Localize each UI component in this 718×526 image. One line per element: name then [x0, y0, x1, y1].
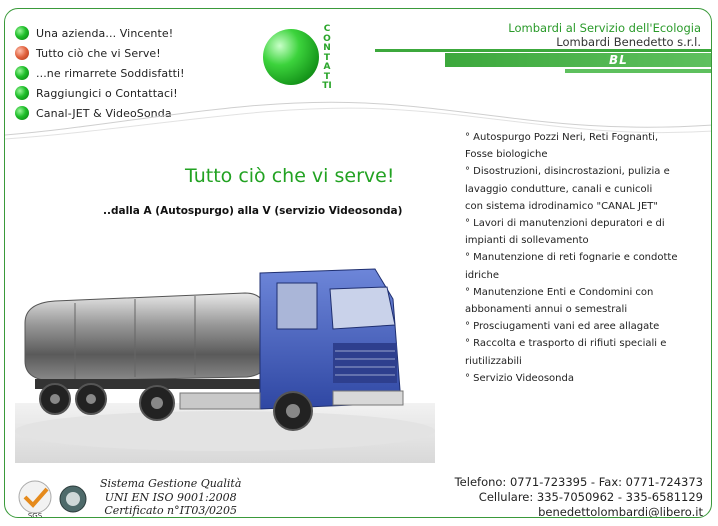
certification-logos — [15, 477, 95, 518]
menu-item-label: Raggiungici o Contattaci! — [36, 86, 178, 100]
service-line: ° Manutenzione Enti e Condomini con — [465, 286, 654, 298]
green-bullet-icon — [15, 66, 29, 80]
menu-item-soddisfatti[interactable] — [15, 63, 185, 83]
service-line: con sistema idrodinamico "CANAL JET" — [465, 200, 658, 212]
service-line: ° Lavori di manutenzioni depuratori e di — [465, 218, 665, 230]
header-stripe — [565, 69, 711, 73]
service-line: ° Raccolta e trasporto di rifiuti speciali e — [465, 338, 667, 350]
contatti-link[interactable]: CONTATTI — [322, 24, 332, 91]
sgs-logo-text: SGS — [27, 512, 43, 520]
green-sphere-logo — [263, 29, 319, 85]
page-headline: Tutto ciò che vi serve! — [185, 165, 395, 187]
page-frame — [4, 8, 712, 518]
cert-line: UNI EN ISO 9001:2008 — [104, 490, 237, 504]
certification-text — [100, 477, 241, 518]
service-line: ° Manutenzione di reti fognarie e condotte — [465, 252, 678, 264]
logo-band — [445, 53, 711, 67]
red-bullet-icon — [15, 46, 29, 60]
service-line: abbonamenti annui o semestrali — [465, 304, 628, 316]
service-line: ° Disostruzioni, disincrostazioni, pulizia e — [465, 166, 670, 178]
service-line: ° Prosciugamenti vani ed aree allagate — [465, 321, 660, 333]
header-subtitle: Lombardi Benedetto s.r.l. — [556, 35, 701, 49]
service-line: impianti di sollevamento — [465, 235, 589, 247]
cert-line: Certificato n°IT03/0205 — [104, 504, 238, 517]
menu-item-servizi[interactable] — [15, 43, 185, 63]
bl-logo: BL — [609, 53, 628, 67]
menu-item-azienda[interactable] — [15, 23, 185, 43]
phone-fax: Telefono: 0771-723395 - Fax: 0771-724373 — [454, 475, 703, 489]
menu-item-label: Canal-JET & VideoSonda — [36, 106, 172, 120]
menu-item-label: ...ne rimarrete Soddisfatti! — [36, 66, 185, 80]
green-bullet-icon — [15, 26, 29, 40]
header-title: Lombardi al Servizio dell'Ecologia — [508, 21, 701, 35]
page-subline: ..dalla A (Autospurgo) alla V (servizio Videosonda) — [103, 205, 403, 217]
service-line: ° Autospurgo Pozzi Neri, Reti Fognanti, — [465, 132, 659, 143]
menu-item-label: Tutto ciò che vi Serve! — [36, 46, 161, 60]
header-stripe — [375, 49, 711, 52]
service-line: lavaggio condutture, canali e cunicoli — [465, 183, 653, 195]
contact-info — [455, 475, 703, 518]
service-line: riutilizzabili — [465, 355, 522, 367]
menu-item-label: Una azienda... Vincente! — [36, 26, 174, 40]
mobile-phones: Cellulare: 335-7050962 - 335-6581129 — [478, 490, 703, 504]
cert-line: Sistema Gestione Qualità — [100, 477, 242, 490]
tanker-truck-image — [15, 253, 435, 463]
email-link[interactable]: benedettolombardi@libero.it — [538, 505, 703, 518]
service-line: ° Servizio Videosonda — [465, 372, 574, 384]
service-line: Fosse biologiche — [465, 149, 548, 161]
service-line: idriche — [465, 269, 500, 281]
services-list — [465, 129, 705, 387]
